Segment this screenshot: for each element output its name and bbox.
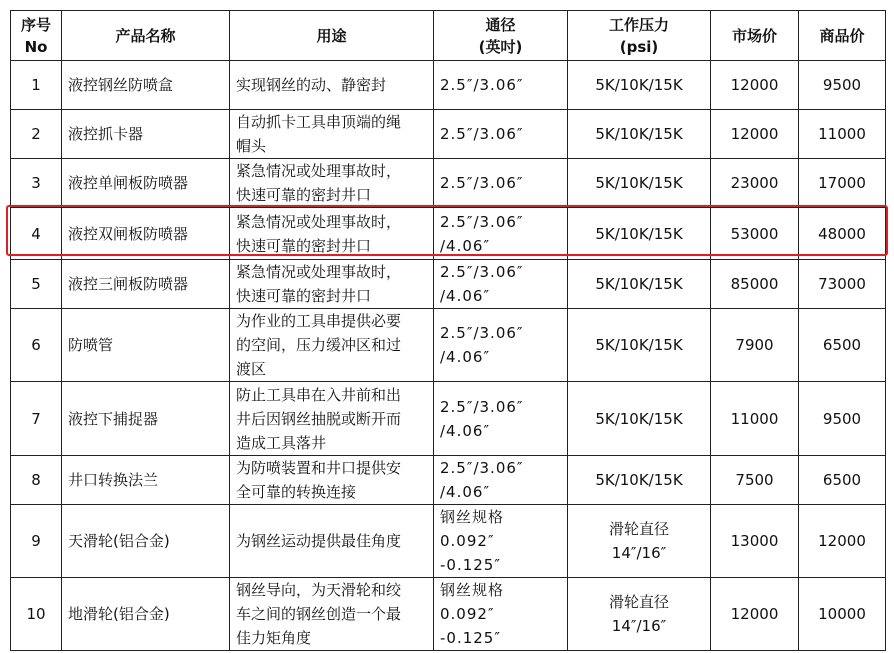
cell-pressure: 5K/10K/15K: [568, 382, 711, 456]
cell-sale-price: 73000: [799, 260, 886, 309]
cell-usage: 实现钢丝的动、静密封: [230, 61, 434, 110]
cell-no: 8: [11, 456, 62, 505]
cell-product-name: 地滑轮(铝合金): [62, 578, 230, 651]
cell-bore: 2.5″/3.06″: [434, 159, 568, 208]
cell-pressure: 滑轮直径 14″/16″: [568, 578, 711, 651]
table-row: [11, 505, 886, 578]
cell-market-price: 12000: [711, 578, 799, 651]
cell-usage: 钢丝导向，为天滑轮和绞 车之间的钢丝创造一个最 佳力矩角度: [230, 578, 434, 651]
table-row: [11, 578, 886, 651]
cell-no: 5: [11, 260, 62, 309]
cell-bore: 2.5″/3.06″: [434, 61, 568, 110]
table-row: [11, 309, 886, 382]
cell-no: 2: [11, 110, 62, 159]
cell-usage: 为防喷装置和井口提供安 全可靠的转换连接: [230, 456, 434, 505]
cell-no: 3: [11, 159, 62, 208]
table-header-row: [11, 11, 886, 61]
cell-no: 9: [11, 505, 62, 578]
table-row: [11, 110, 886, 159]
cell-product-name: 液控单闸板防喷器: [62, 159, 230, 208]
cell-no: 6: [11, 309, 62, 382]
cell-bore: 2.5″/3.06″ /4.06″: [434, 456, 568, 505]
header-product-name: 产品名称: [62, 11, 230, 61]
product-price-table: [10, 10, 886, 651]
cell-pressure: 5K/10K/15K: [568, 456, 711, 505]
table-row: [11, 382, 886, 456]
cell-product-name: 液控钢丝防喷盒: [62, 61, 230, 110]
cell-pressure: 5K/10K/15K: [568, 208, 711, 260]
cell-bore: 钢丝规格 0.092″ -0.125″: [434, 505, 568, 578]
cell-market-price: 11000: [711, 382, 799, 456]
cell-pressure: 5K/10K/15K: [568, 260, 711, 309]
cell-market-price: 7900: [711, 309, 799, 382]
cell-usage: 为作业的工具串提供必要 的空间，压力缓冲区和过 渡区: [230, 309, 434, 382]
cell-sale-price: 17000: [799, 159, 886, 208]
cell-sale-price: 12000: [799, 505, 886, 578]
cell-usage: 为钢丝运动提供最佳角度: [230, 505, 434, 578]
cell-pressure: 5K/10K/15K: [568, 61, 711, 110]
cell-market-price: 13000: [711, 505, 799, 578]
cell-market-price: 12000: [711, 61, 799, 110]
cell-pressure: 5K/10K/15K: [568, 110, 711, 159]
cell-pressure: 滑轮直径 14″/16″: [568, 505, 711, 578]
cell-pressure: 5K/10K/15K: [568, 159, 711, 208]
table-row: [11, 260, 886, 309]
cell-no: 7: [11, 382, 62, 456]
table-row-highlighted: [11, 208, 886, 260]
cell-market-price: 53000: [711, 208, 799, 260]
cell-sale-price: 48000: [799, 208, 886, 260]
cell-no: 4: [11, 208, 62, 260]
cell-market-price: 23000: [711, 159, 799, 208]
cell-sale-price: 10000: [799, 578, 886, 651]
cell-bore: 钢丝规格 0.092″ -0.125″: [434, 578, 568, 651]
header-usage: 用途: [230, 11, 434, 61]
cell-sale-price: 6500: [799, 309, 886, 382]
table-row: [11, 159, 886, 208]
table-row: [11, 61, 886, 110]
table-row: [11, 456, 886, 505]
cell-usage: 自动抓卡工具串顶端的绳 帽头: [230, 110, 434, 159]
header-market-price: 市场价: [711, 11, 799, 61]
cell-sale-price: 6500: [799, 456, 886, 505]
cell-bore: 2.5″/3.06″ /4.06″: [434, 382, 568, 456]
cell-product-name: 防喷管: [62, 309, 230, 382]
header-no: 序号 No: [11, 11, 62, 61]
cell-bore: 2.5″/3.06″ /4.06″: [434, 260, 568, 309]
cell-usage: 紧急情况或处理事故时， 快速可靠的密封井口: [230, 260, 434, 309]
cell-product-name: 液控抓卡器: [62, 110, 230, 159]
cell-market-price: 12000: [711, 110, 799, 159]
cell-product-name: 井口转换法兰: [62, 456, 230, 505]
cell-bore: 2.5″/3.06″: [434, 110, 568, 159]
cell-usage: 紧急情况或处理事故时， 快速可靠的密封井口: [230, 208, 434, 260]
cell-market-price: 7500: [711, 456, 799, 505]
cell-bore: 2.5″/3.06″ /4.06″: [434, 309, 568, 382]
cell-pressure: 5K/10K/15K: [568, 309, 711, 382]
cell-bore: 2.5″/3.06″ /4.06″: [434, 208, 568, 260]
cell-product-name: 液控三闸板防喷器: [62, 260, 230, 309]
cell-usage: 紧急情况或处理事故时， 快速可靠的密封井口: [230, 159, 434, 208]
cell-sale-price: 9500: [799, 61, 886, 110]
cell-product-name: 液控双闸板防喷器: [62, 208, 230, 260]
cell-market-price: 85000: [711, 260, 799, 309]
cell-usage: 防止工具串在入井前和出 井后因钢丝抽脱或断开而 造成工具落井: [230, 382, 434, 456]
header-pressure: 工作压力 (psi): [568, 11, 711, 61]
header-bore: 通径 (英吋): [434, 11, 568, 61]
cell-product-name: 液控下捕捉器: [62, 382, 230, 456]
cell-sale-price: 11000: [799, 110, 886, 159]
cell-no: 10: [11, 578, 62, 651]
cell-no: 1: [11, 61, 62, 110]
cell-sale-price: 9500: [799, 382, 886, 456]
header-sale-price: 商品价: [799, 11, 886, 61]
cell-product-name: 天滑轮(铝合金): [62, 505, 230, 578]
